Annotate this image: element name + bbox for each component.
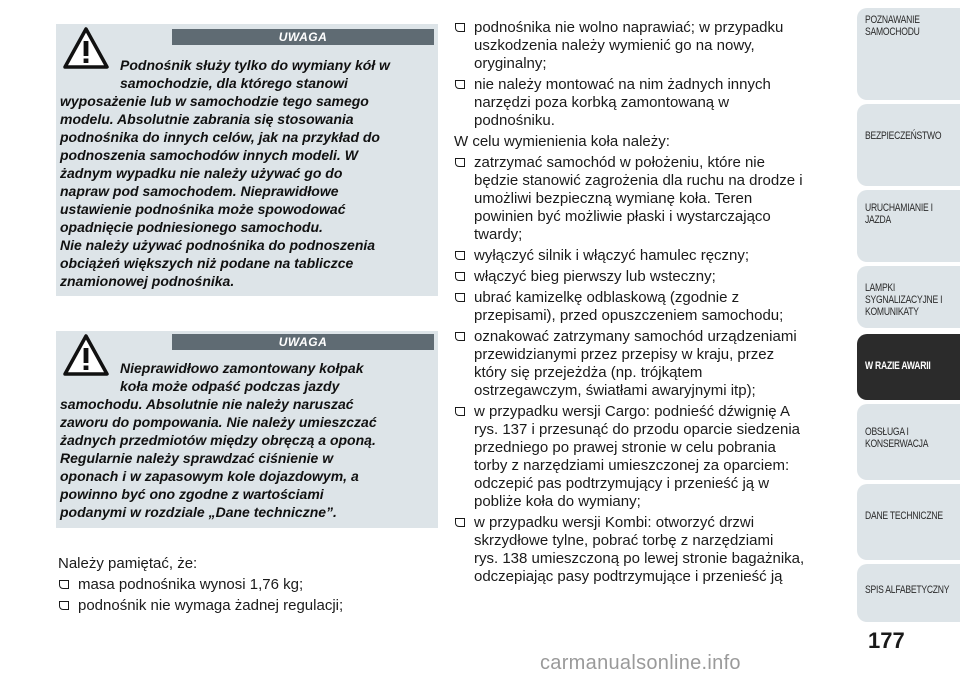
tab-label: W RAZIE AWARII — [865, 360, 931, 372]
list-item-line: wyłączyć silnik i włączyć hamulec ręczny; — [474, 247, 750, 264]
warning-line: Nie należy używać podnośnika do podnoszenia — [60, 237, 376, 253]
bullet-box-icon — [455, 251, 465, 260]
list-item-line: oryginalny; — [474, 55, 547, 72]
tab-label: LAMPKI SYGNALIZACYJNE I KOMUNIKATY — [865, 282, 943, 318]
tab-uruchamianie-i-jazda[interactable] — [857, 190, 960, 262]
warning-line: wyposażenie lub w samochodzie tego samego — [60, 93, 369, 109]
list-item-line: ubrać kamizelkę odblaskową (zgodnie z — [474, 289, 740, 306]
list-item — [58, 576, 438, 594]
warning-line: obciążeń większych niż podane na tabliczce — [60, 255, 354, 271]
warning-line: Nieprawidłowo zamontowany kołpak — [120, 360, 364, 376]
list-item — [454, 328, 844, 400]
list-item-line: zatrzymać samochód w położeniu, które nie — [474, 154, 765, 171]
list-item-line: pobliże koła do wymiany; — [474, 493, 641, 510]
bullet-box-icon — [455, 80, 465, 89]
right-column — [454, 19, 844, 589]
bullet-box-icon — [455, 518, 465, 527]
list-item-line: oznakować zatrzymany samochód urządzeniami — [474, 328, 797, 345]
warning-line: podnoszenia samochodów innych modeli. W — [60, 147, 358, 163]
warning-line: Podnośnik służy tylko do wymiany kół w — [120, 57, 390, 73]
list-item — [454, 268, 844, 286]
paragraph-intro: W celu wymienienia koła należy: — [454, 133, 670, 150]
bullet-box-icon — [59, 580, 69, 589]
warning-line: podanymi w rozdziale „Dane techniczne”. — [60, 504, 337, 520]
list-item-line: przepisami), przed opuszczeniem samochodu; — [474, 307, 784, 324]
warning-line: żadnych przedmiotów między obręczą a oponą. — [60, 432, 376, 448]
tab-label: BEZPIECZEŃSTWO — [865, 130, 942, 142]
bullet-box-icon — [455, 407, 465, 416]
warning-text — [60, 359, 432, 521]
tab-label: POZNAWANIE SAMOCHODU — [865, 14, 920, 38]
warning-header: UWAGA — [172, 29, 434, 45]
list-item-line: uszkodzenia należy wymienić go na nowy, — [474, 37, 755, 54]
bullet-box-icon — [455, 158, 465, 167]
warning-line: napraw pod samochodem. Nieprawidłowe — [60, 183, 339, 199]
bullet-box-icon — [455, 272, 465, 281]
list-item — [454, 403, 844, 511]
warning-line: powinno być ono zgodne z wartościami — [60, 486, 324, 502]
warning-line: koła może odpaść podczas jazdy — [120, 378, 340, 394]
list-item-line: rys. 138 umieszczoną po lewej stronie bagażnika, — [474, 550, 805, 567]
list-item-line: umożliwi bezpieczną wymianę koła. Teren — [474, 190, 753, 207]
list-item-line: w przypadku wersji Cargo: podnieść dźwignię A — [474, 403, 790, 420]
warning-line: oponach i w zapasowym kole dojazdowym, a — [60, 468, 359, 484]
tab-bezpieczenstwo[interactable] — [857, 104, 960, 186]
tab-w-razie-awarii[interactable] — [857, 334, 960, 400]
list-item-text: podnośnik nie wymaga żadnej regulacji; — [78, 597, 344, 614]
list-item-line: podnośnika nie wolno naprawiać; w przypadku — [474, 19, 784, 36]
warning-line: podnośnika do innych celów, jak na przykład do — [60, 129, 380, 145]
list-item-line: narzędzi poza korbką zamontowaną w — [474, 94, 730, 111]
warning-line: modelu. Absolutnie zabrania się stosowania — [60, 111, 354, 127]
list-item — [454, 514, 844, 586]
warning-line: Regularnie należy sprawdzać ciśnienie w — [60, 450, 334, 466]
list-item-line: ostrzegawczym, światłami awaryjnymi itp); — [474, 382, 756, 399]
tab-spis-alfabetyczny[interactable] — [857, 564, 960, 622]
list-item-line: podnośniku. — [474, 112, 555, 129]
bullet-box-icon — [455, 332, 465, 341]
list-item — [58, 597, 438, 615]
list-item-line: torby z narzędziami umieszczonej za oparciem: — [474, 457, 790, 474]
tab-label: URUCHAMIANIE I JAZDA — [865, 202, 933, 226]
list-item — [454, 289, 844, 325]
warning-box-jack — [56, 24, 438, 296]
list-item-line: przedniego po prawej stronie w celu pobrania — [474, 439, 776, 456]
list-item-line: odczepić pas podtrzymujący i przenieść ją w — [474, 475, 770, 492]
warning-line: żadnym wypadku nie należy używać go do — [60, 165, 343, 181]
list-item-line: odczepiając pasy podtrzymujące i przenieść ją — [474, 568, 783, 585]
bullet-box-icon — [59, 601, 69, 610]
list-item — [454, 76, 844, 130]
bullet-box-icon — [455, 23, 465, 32]
tab-obsluga-i-konserwacja[interactable] — [857, 404, 960, 480]
watermark: carmanualsonline.info — [540, 652, 741, 674]
list-item-line: w przypadku wersji Kombi: otworzyć drzwi — [474, 514, 755, 531]
tab-poznawanie-samochodu[interactable] — [857, 8, 960, 100]
tab-dane-techniczne[interactable] — [857, 484, 960, 560]
warning-line: samochodu. Absolutnie nie należy naruszać — [60, 396, 354, 412]
list-item-line: nie należy montować na nim żadnych innych — [474, 76, 771, 93]
tab-label: SPIS ALFABETYCZNY — [865, 584, 950, 596]
warning-box-hubcap — [56, 331, 438, 528]
page-number: 177 — [868, 628, 905, 653]
tab-label: OBSŁUGA I KONSERWACJA — [865, 426, 929, 450]
warning-line: ustawienie podnośnika może spowodować — [60, 201, 346, 217]
tab-lampki-sygnalizacyjne[interactable] — [857, 266, 960, 328]
warning-line: opadnięcie podniesionego samochodu. — [60, 219, 323, 235]
list-item-line: będzie stanowić zagrożenia dla ruchu na drodze i — [474, 172, 803, 189]
list-item-line: rys. 137 i przesunąć do przodu oparcie siedzenia — [474, 421, 801, 438]
list-item-line: włączyć bieg pierwszy lub wsteczny; — [474, 268, 716, 285]
list-item-line: który się przejeżdża (np. trójkątem — [474, 364, 703, 381]
list-item — [454, 19, 844, 73]
warning-line: samochodzie, dla którego stanowi — [120, 75, 348, 91]
warning-text — [60, 56, 432, 290]
list-item-line: powinien być możliwie płaski i wystarczająco — [474, 208, 771, 225]
list-item-line: twardy; — [474, 226, 523, 243]
list-item-text: masa podnośnika wynosi 1,76 kg; — [78, 576, 304, 593]
list-item — [454, 247, 844, 265]
list-item-line: skrzydłowe tylne, pobrać torbę z narzędziami — [474, 532, 774, 549]
bullet-box-icon — [455, 293, 465, 302]
left-column — [58, 555, 438, 618]
tab-label: DANE TECHNICZNE — [865, 510, 943, 522]
chapter-tabs — [857, 0, 960, 678]
list-item-line: przewidzianymi przez przepisy w kraju, przez — [474, 346, 775, 363]
paragraph-intro: Należy pamiętać, że: — [58, 555, 198, 572]
list-item — [454, 154, 844, 244]
warning-line: zaworu do pompowania. Nie należy umieszczać — [60, 414, 377, 430]
warning-header: UWAGA — [172, 334, 434, 350]
warning-line: znamionowej podnośnika. — [60, 273, 235, 289]
